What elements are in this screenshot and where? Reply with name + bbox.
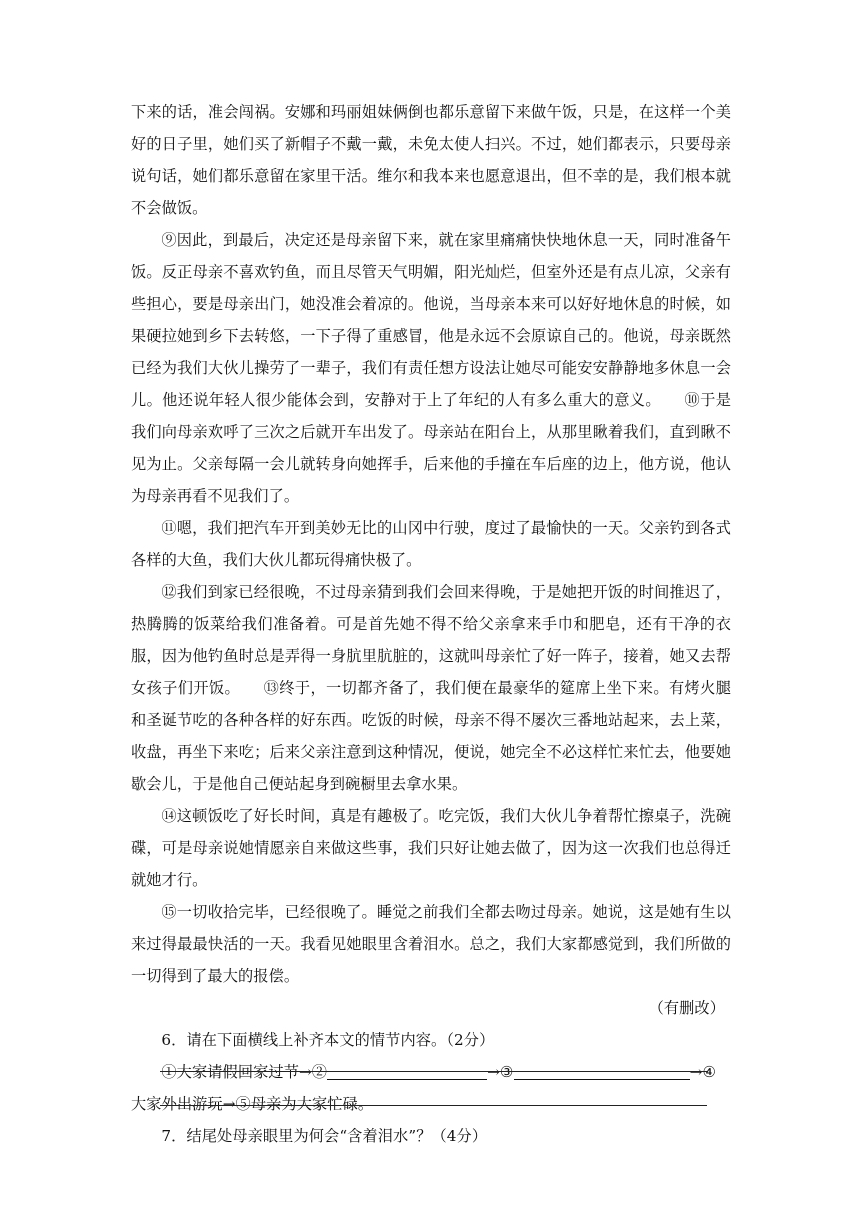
answer-line-1[interactable] xyxy=(160,1071,707,1072)
question-6-tail: 大家外出游玩→⑤母亲为大家忙碌。 xyxy=(131,1095,374,1113)
paragraph-continued: 下来的话，准会闯祸。安娜和玛丽姐妹俩倒也都乐意留下来做午饭，只是，在这样一个美好的日子里，她们买了新帽子不戴一戴，未免太使人扫兴。不过，她们都表示，只要母亲说句话，她们都乐意留在家里干活。维尔和我本来也愿意退出，但不幸的是，我们根本就不会做饭。 xyxy=(131,103,731,217)
paragraph-12-13: ⑫我们到家已经很晚，不过母亲猜到我们会回来得晚，于是她把开饭的时间推迟了，热腾腾的饭菜给我们准备着。可是首先她不得不给父亲拿来手巾和肥皂，还有干净的衣服，因为他钓鱼时总是弄得一身肮里肮脏的，这就叫母亲忙了好一阵子，接着，她又去帮女孩子们开饭。 ⑬终于，一切都齐备了，我们便在最豪华的筵席上坐下来。有烤火腿和圣诞节吃的各种各样的好东西。吃饭的时候，母亲不得不屡次三番地站起来，去上菜，收盘，再坐下来吃；后来父亲注意到这种情况，便说，她完全不必这样忙来忙去，他要她歇会儿，于是他自己便站起身到碗橱里去拿水果。 xyxy=(131,583,731,793)
plot-arrow-3: →③ xyxy=(487,1063,514,1081)
paragraph-14: ⑭这顿饭吃了好长时间，真是有趣极了。吃完饭，我们大伙儿争着帮忙擦桌子，洗碗碟，可是母亲说她情愿亲自来做这些事，我们只好让她去做了，因为这一次我们也总得迁就她才行。 xyxy=(131,807,731,889)
question-7-stem: 7．结尾处母亲眼里为何会“含着泪水”？（4分） xyxy=(161,1127,488,1145)
answer-line-2[interactable] xyxy=(160,1105,707,1106)
paragraph-11: ⑪嗯，我们把汽车开到美妙无比的山冈中行驶，度过了最愉快的一天。父亲钓到各式各样的大鱼，我们大伙儿都玩得痛快极了。 xyxy=(131,519,731,569)
question-6-stem: 6．请在下面横线上补齐本文的情节内容。（2分） xyxy=(161,1031,495,1049)
question-6-plot-line xyxy=(131,1056,731,1088)
paragraph-15: ⑮一切收拾完毕，已经很晚了。睡觉之前我们全都去吻过母亲。她说，这是她有生以来过得最最快活的一天。我看见她眼里含着泪水。总之，我们大家都感觉到，我们所做的一切得到了最大的报偿。 xyxy=(131,903,731,985)
source-credit: （有删改） xyxy=(648,999,725,1017)
reading-passage xyxy=(131,96,731,1152)
paragraph-9-10: ⑨因此，到最后，决定还是母亲留下来，就在家里痛痛快快地休息一天，同时准备午饭。反正母亲不喜欢钓鱼，而且尽管天气明媚，阳光灿烂，但室外还是有点儿凉，父亲有些担心，要是母亲出门，她没准会着凉的。他说，当母亲本来可以好好地休息的时候，如果硬拉她到乡下去转悠，一下子得了重感冒，他是永远不会原谅自己的。他说，母亲既然已经为我们大伙儿操劳了一辈子，我们有责任想方设法让她尽可能安安静静地多休息一会儿。他还说年轻人很少能体会到，安静对于上了年纪的人有多么重大的意义。 ⑩于是我们向母亲欢呼了三次之后就开车出发了。母亲站在阳台上，从那里瞅着我们，直到瞅不见为止。父亲每隔一会儿就转身向她挥手，后来他的手撞在车后座的边上，他方说，他认为母亲再看不见我们了。 xyxy=(131,231,731,505)
plot-arrow-4: →④ xyxy=(689,1063,717,1081)
plot-item-1: ①大家请假回家过节→② xyxy=(161,1063,328,1081)
